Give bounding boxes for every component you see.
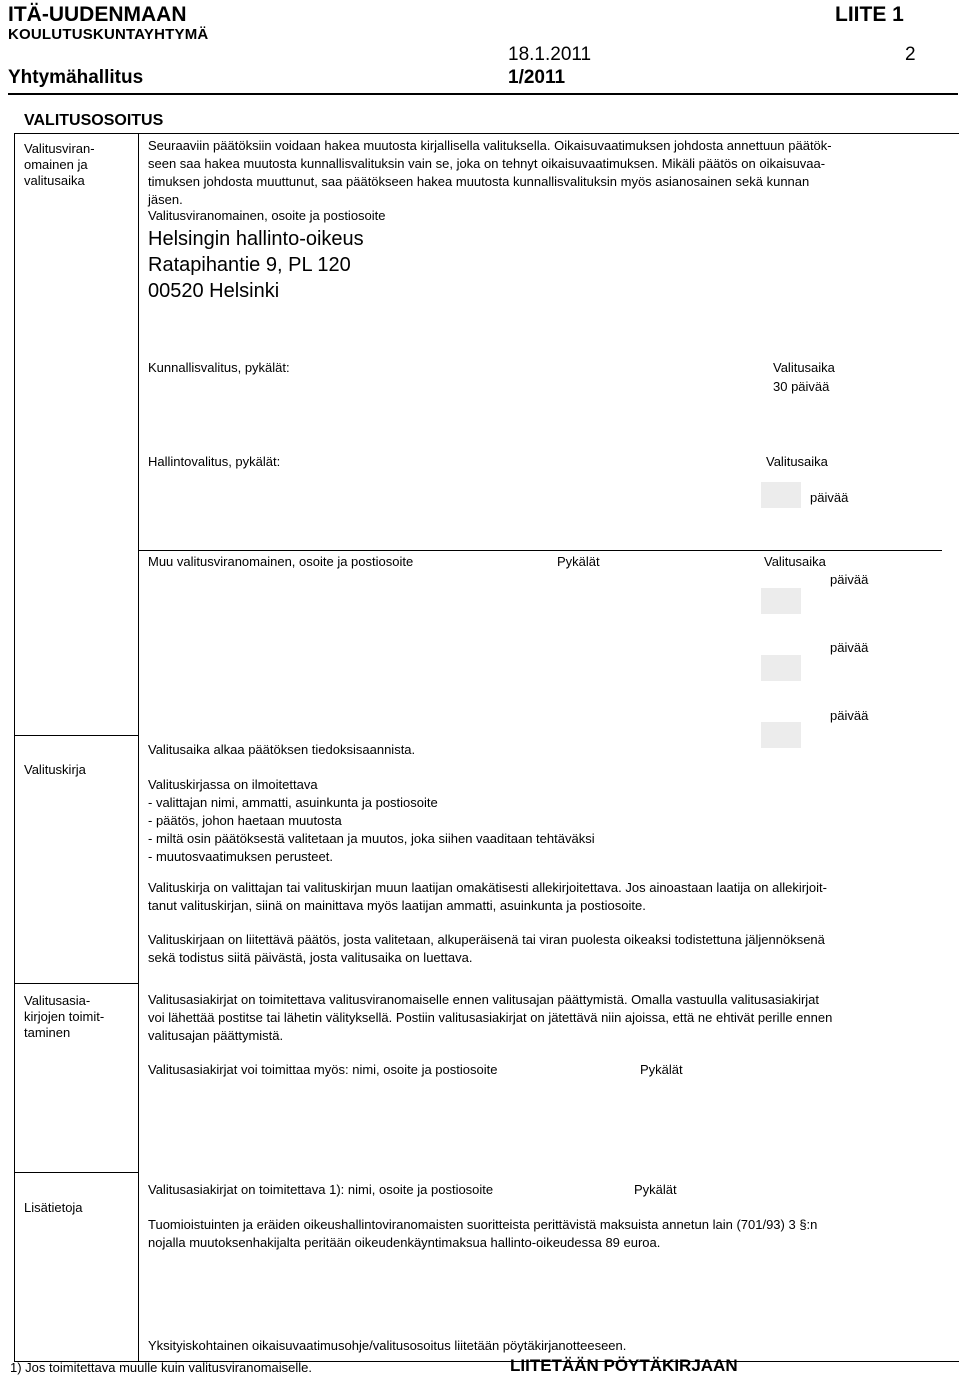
board-name: Yhtymähallitus <box>8 67 144 88</box>
other-sections-label: Pykälät <box>557 554 600 569</box>
header-rule <box>8 93 958 95</box>
footnote-delivery-label: Valitusasiakirjat on toimitettava 1): nimi, osoite ja postiosoite <box>148 1182 494 1197</box>
municipal-appeal-time-label: Valitusaika <box>773 360 835 375</box>
other-days-field-1[interactable] <box>761 588 801 614</box>
other-days-unit-1: päivää <box>830 572 869 587</box>
section-label-lisatietoja: Lisätietoja <box>24 1200 83 1215</box>
other-authority-label: Muu valitusviranomainen, osoite ja postiosoite <box>148 554 414 569</box>
attachments-paragraph: Valituskirjaan on liitettävä päätös, josta valitetaan, alkuperäisenä tai viran puolesta oikeaksi todistettuna jäljennöksenä sekä todistus siitä päivästä, josta valitusaika on luettava. <box>148 932 825 965</box>
alternative-delivery-label: Valitusasiakirjat voi toimittaa myös: nimi, osoite ja postiosoite <box>148 1062 498 1077</box>
meeting-number: 1/2011 <box>508 67 566 88</box>
footnote-sections-label: Pykälät <box>634 1182 677 1197</box>
section-label-toimittaminen: Valitusasia- kirjojen toimit- taminen <box>24 993 105 1040</box>
admin-days-unit: päivää <box>810 490 849 505</box>
divider-toimittaminen <box>14 983 138 984</box>
other-days-unit-3: päivää <box>830 708 869 723</box>
municipal-appeal-days: 30 päivää <box>773 379 830 394</box>
fee-paragraph: Tuomioistuinten ja eräiden oikeushallintoviranomaisten suoritteista perittävistä maksuista annetun lain (701/93) 3 §:n nojalla muutoksenhakijalta peritään oikeudenkäyntimaksua hallinto-oikeudessa 89 euroa. <box>148 1217 818 1250</box>
appeal-letter-requirements: Valituskirjassa on ilmoitettava - valittajan nimi, ammatti, asuinkunta ja postiosoite - päätös, johon haetaan muutosta - miltä osin päätöksestä valitetaan ja muutos, joka siihen vaaditaan tehtäväksi - muutosvaatimuksen perusteet. <box>148 777 595 864</box>
admin-appeal-time-label: Valitusaika <box>766 454 828 469</box>
meeting-date: 18.1.2011 <box>508 44 592 65</box>
signature-paragraph: Valituskirja on valittajan tai valituskirjan muun laatijan omakätisesti allekirjoitettava. Jos ainoastaan laatija on allekirjoit- tanut valituskirjan, siinä on mainittava myös laatijan ammatti, asuinkunta ja postiosoite. <box>148 880 827 913</box>
authority-address: Helsingin hallinto-oikeus Ratapihantie 9, PL 120 00520 Helsinki <box>148 228 364 302</box>
municipal-appeal-label: Kunnallisvalitus, pykälät: <box>148 360 290 375</box>
section-label-authority: Valitusviran- omainen ja valitusaika <box>24 141 95 188</box>
appeal-start-note: Valitusaika alkaa päätöksen tiedoksisaannista. <box>148 742 416 757</box>
attach-to-minutes-note: LIITETÄÄN PÖYTÄKIRJAAN <box>510 1356 738 1375</box>
frame-left-rule <box>14 133 15 1362</box>
detailed-instructions-note: Yksityiskohtainen oikaisuvaatimusohje/valitusosoitus liitetään pöytäkirjanotteeseen. <box>148 1338 627 1353</box>
other-days-unit-2: päivää <box>830 640 869 655</box>
alternative-sections-label: Pykälät <box>640 1062 683 1077</box>
other-days-field-2[interactable] <box>761 655 801 681</box>
admin-days-field[interactable] <box>761 482 801 508</box>
other-time-label: Valitusaika <box>764 554 826 569</box>
page-number: 2 <box>905 44 916 65</box>
other-days-field-3[interactable] <box>761 722 801 748</box>
attachment-label: LIITE 1 <box>835 3 904 26</box>
delivery-paragraph: Valitusasiakirjat on toimitettava valitusviranomaiselle ennen valitusajan päättymistä. Omalla vastuulla valitusasiakirjat voi lähettää postitse tai lähetin välityksellä. Postiin valitusasiakirjat on jätettävä niin ajoissa, että ne ehtivät perille ennen valitusajan päättymistä. <box>148 992 833 1043</box>
divider-lisatietoja <box>14 1172 138 1173</box>
footnote: 1) Jos toimitettava muulle kuin valitusviranomaiselle. <box>10 1360 313 1375</box>
authority-caption: Valitusviranomainen, osoite ja postiosoite <box>148 208 386 223</box>
admin-appeal-label: Hallintovalitus, pykälät: <box>148 454 281 469</box>
document-title: VALITUSOSOITUS <box>24 112 164 129</box>
divider-valituskirja <box>14 735 138 736</box>
section-label-valituskirja: Valituskirja <box>24 762 86 777</box>
org-name-line1: ITÄ-UUDENMAAN <box>8 3 187 26</box>
org-name-line2: KOULUTUSKUNTAYHTYMÄ <box>8 26 209 43</box>
appeal-intro-paragraph: Seuraaviin päätöksiin voidaan hakea muutosta kirjallisella valituksella. Oikaisuvaatimuksen johdosta annettuun päätök- seen saa hakea muutosta kunnallisvalituksin vain se, joka on tehnyt oikaisuvaatimuksen. Mikäli päätös on oikaisuvaa- timuksen johdosta muuttunut, saa päätökseen hakea muutosta kunnallisvalituksin myös asianosainen sekä kunnan jäsen. <box>148 138 832 207</box>
divider-other-authority <box>138 550 942 551</box>
label-column-rule <box>138 133 139 1362</box>
frame-top-rule <box>14 133 959 134</box>
